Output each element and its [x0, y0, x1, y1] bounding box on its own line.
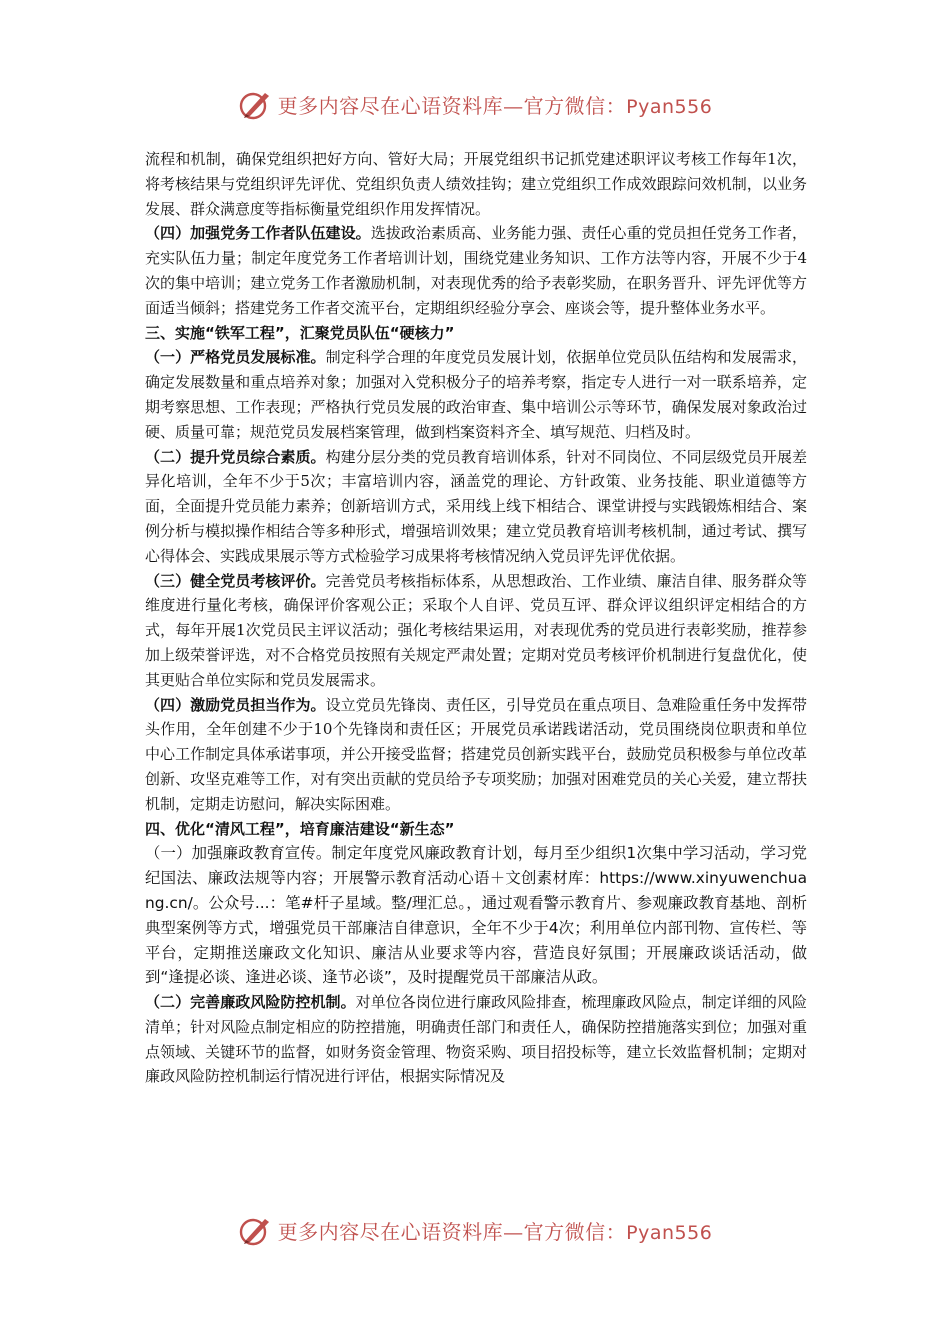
paragraph-text: 选拔政治素质高、业务能力强、责任心重的党员担任党务工作者，充实队伍力量；制定年度党务工作者培训计划，围绕党建业务知识、工作方法等内容，开展不少于4次的集中培训；建立党务工作者激励机制，对表现优秀的给予表彰奖励，在职务晋升、评先评优等方面适当倾斜；搭建党务工作者交流平台，定期组织经验分享会、座谈会等，提升整体业务水平。 [145, 224, 807, 317]
body-paragraph [145, 221, 807, 320]
body-paragraph [145, 345, 807, 444]
paragraph-text: 完善党员考核指标体系，从思想政治、工作业绩、廉洁自律、服务群众等维度进行量化考核，确保评价客观公正；采取个人自评、党员互评、群众评议组织评定相结合的方式，每年开展1次党员民主评议活动；强化考核结果运用，对表现优秀的党员进行表彰奖励，推荐参加上级荣誉评选，对不合格党员按照有关规定严肃处置；定期对党员考核评价机制进行复盘优化，使其更贴合单位实际和党员发展需求。 [145, 571, 807, 689]
banner-wechat-id: Pyan556 [626, 95, 713, 118]
banner-text-cn: 更多内容尽在心语资料库—官方微信： [277, 93, 627, 118]
paragraph-text: （一）加强廉政教育宣传。制定年度党风廉政教育计划，每月至少组织1次集中学习活动，学习党纪国法、廉政法规等内容；开展警示教育活动心语＋文创素材库：https://www.xinyuwenchuang.cn/。公众号...：笔#杆子星域。整/理汇总。，通过观看警示教育片、参观廉政教育基地、剖析典型案例等方式，增强党员干部廉洁自律意识，全年不少于4次；利用单位内部刊物、宣传栏、等平台，定期推送廉政文化知识、廉洁从业要求等内容，营造良好氛围；开展廉政谈话活动，做到“逢提必谈、逢进必谈、逢节必谈”，及时提醒党员干部廉洁从政。 [145, 844, 807, 987]
document-body [145, 147, 807, 1089]
banner-text-cn: 更多内容尽在心语资料库—官方微信： [277, 1219, 627, 1244]
paragraph-lead: （三）健全党员考核评价。 [145, 571, 326, 590]
paragraph-lead: （二）完善廉政风险防控机制。 [145, 993, 356, 1012]
paragraph-text: 构建分层分类的党员教育培训体系，针对不同岗位、不同层级党员开展差异化培训，全年不少于5次；丰富培训内容，涵盖党的理论、方针政策、业务技能、职业道德等方面，全面提升党员能力素养；创新培训方式，采用线上线下相结合、课堂讲授与实践锻炼相结合、案例分析与模拟操作相结合等多种形式，增强培训效果；建立党员教育培训考核机制，通过考试、撰写心得体会、实践成果展示等方式检验学习成果将考核情况纳入党员评先评优依据。 [145, 447, 807, 565]
body-paragraph [145, 990, 807, 1089]
body-paragraph [145, 569, 807, 693]
section-heading: 三、实施“铁军工程”，汇聚党员队伍“硬核力” [145, 323, 455, 342]
paragraph-lead: （二）提升党员综合素质。 [145, 447, 326, 466]
paragraph-lead: （一）严格党员发展标准。 [145, 348, 326, 367]
header-watermark-banner [0, 84, 950, 124]
body-paragraph [145, 693, 807, 817]
body-paragraph [145, 841, 807, 990]
pen-logo-icon [238, 1213, 272, 1247]
paragraph-text: 设立党员先锋岗、责任区，引导党员在重点项目、急难险重任务中发挥带头作用，全年创建不少于10个先锋岗和责任区；开展党员承诺践诺活动，党员围绕岗位职责和单位中心工作制定具体承诺事项，并公开接受监督；搭建党员创新实践平台，鼓励党员积极参与单位改革创新、攻坚克难等工作，对有突出贡献的党员给予专项奖励；加强对困难党员的关心关爱，建立帮扶机制，定期走访慰问，解决实际困难。 [145, 695, 807, 813]
body-paragraph [145, 147, 807, 221]
footer-watermark-banner [0, 1210, 950, 1250]
paragraph-text: 流程和机制，确保党组织把好方向、管好大局；开展党组织书记抓党建述职评议考核工作每年1次，将考核结果与党组织评先评优、党组织负责人绩效挂钩；建立党组织工作成效跟踪问效机制，以业务发展、群众满意度等指标衡量党组织作用发挥情况。 [145, 150, 807, 218]
paragraph-lead: （四）加强党务工作者队伍建设。 [145, 224, 371, 243]
section-heading: 四、优化“清风工程”，培育廉洁建设“新生态” [145, 819, 455, 838]
body-paragraph [145, 445, 807, 569]
paragraph-text: 对单位各岗位进行廉政风险排查，梳理廉政风险点，制定详细的风险清单；针对风险点制定相应的防控措施，明确责任部门和责任人，确保防控措施落实到位；加强对重点领域、关键环节的监督，如财务资金管理、物资采购、项目招投标等，建立长效监督机制；定期对廉政风险防控机制运行情况进行评估，根据实际情况及 [145, 993, 807, 1086]
paragraph-lead: （四）激励党员担当作为。 [145, 695, 326, 714]
paragraph-text: 制定科学合理的年度党员发展计划，依据单位党员队伍结构和发展需求，确定发展数量和重点培养对象；加强对入党积极分子的培养考察，指定专人进行一对一联系培养，定期考察思想、工作表现；严格执行党员发展的政治审查、集中培训公示等环节，确保发展对象政治过硬、质量可靠；规范党员发展档案管理，做到档案资料齐全、填写规范、归档及时。 [145, 348, 807, 441]
pen-logo-icon [238, 87, 272, 121]
banner-wechat-id: Pyan556 [626, 1221, 713, 1244]
